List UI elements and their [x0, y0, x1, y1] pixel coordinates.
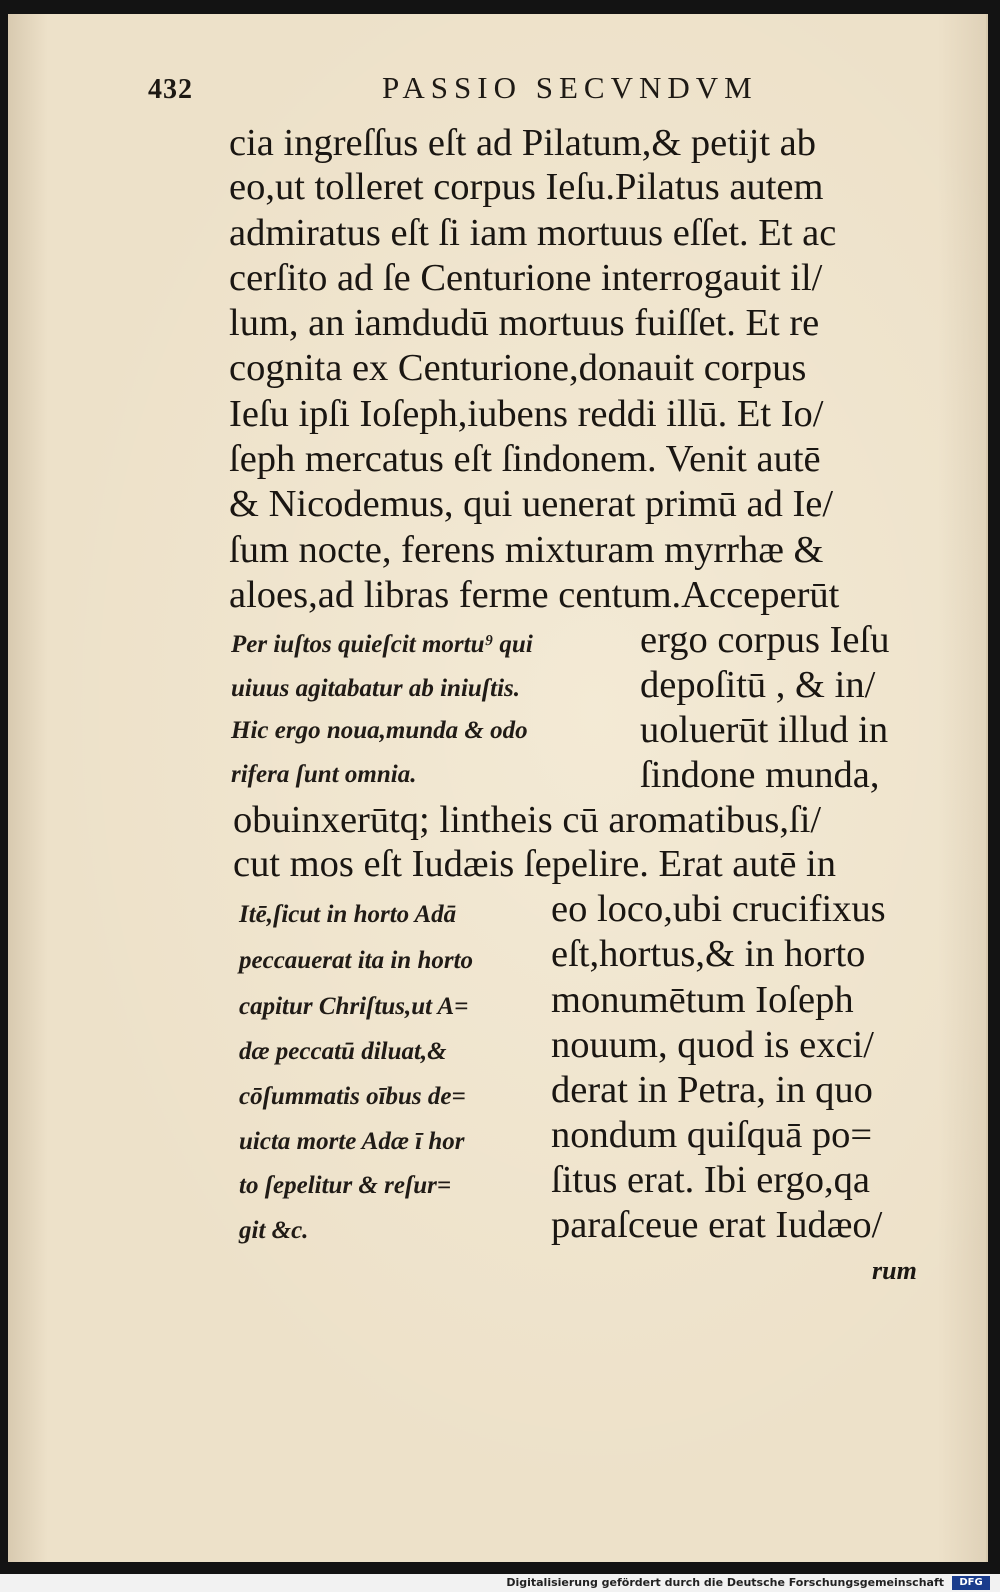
body-line: nouum, quod is exci/: [551, 1024, 874, 1066]
body-line: depoſitū , & in/: [640, 664, 876, 706]
margin-note-line: to ſepelitur & reſur=: [239, 1172, 452, 1199]
body-line: eo,ut tolleret corpus Ieſu.Pilatus autem: [229, 166, 824, 208]
body-line: ſitus erat. Ibi ergo,qa: [551, 1159, 870, 1201]
margin-note-line: rifera ſunt omnia.: [231, 761, 417, 788]
body-line: paraſceue erat Iudæo/: [551, 1204, 883, 1246]
body-line: nondum quiſquā po=: [551, 1114, 873, 1156]
margin-note-line: Hic ergo noua,munda & odo: [231, 717, 528, 744]
body-line: cia ingreſſus eſt ad Pilatum,& petijt ab: [229, 122, 816, 164]
margin-note-line: uicta morte Adæ ī hor: [239, 1128, 465, 1155]
page-number: 432: [148, 74, 193, 105]
margin-note-line: capitur Chriſtus,ut A=: [239, 993, 469, 1020]
body-line: eſt,hortus,& in horto: [551, 933, 866, 975]
dfg-logo: DFG: [952, 1576, 990, 1590]
body-line: Ieſu ipſi Ioſeph,iubens reddi illū. Et Io/: [229, 393, 824, 435]
body-line: derat in Petra, in quo: [551, 1069, 873, 1111]
margin-note-line: cōſummatis oībus de=: [239, 1083, 466, 1110]
margin-note-line: peccauerat ita in horto: [239, 947, 474, 974]
margin-note-line: Per iuſtos quieſcit mortu⁹ qui: [231, 631, 533, 658]
catchword: rum: [872, 1256, 917, 1285]
body-line: cognita ex Centurione,donauit corpus: [229, 347, 807, 389]
body-line: lum, an iamdudū mortuus fuiſſet. Et re: [229, 302, 820, 344]
footer-credit: Digitalisierung gefördert durch die Deutsche Forschungsgemeinschaft: [506, 1576, 944, 1589]
margin-note-line: dæ peccatū diluat,&: [239, 1038, 447, 1065]
body-line: ergo corpus Ieſu: [640, 619, 890, 661]
body-line: cerſito ad ſe Centurione interrogauit il/: [229, 257, 823, 299]
running-head: PASSIO SECVNDVM: [382, 70, 758, 105]
body-line: uoluerūt illud in: [640, 709, 889, 751]
margin-note-line: git &c.: [239, 1217, 309, 1244]
body-line: eo loco,ubi crucifixus: [551, 888, 886, 930]
body-line: cut mos eſt Iudæis ſepelire. Erat autē in: [233, 843, 836, 885]
body-line: obuinxerūtq; lintheis cū aromatibus,ſi/: [233, 799, 822, 841]
body-line: ſindone munda,: [640, 754, 880, 796]
body-line: aloes,ad libras ferme centum.Acceperūt: [229, 574, 840, 616]
margin-note-line: uiuus agitabatur ab iniuſtis.: [231, 675, 521, 702]
margin-note-line: Itē,ſicut in horto Adā: [239, 901, 457, 928]
body-line: & Nicodemus, qui uenerat primū ad Ie/: [229, 483, 834, 525]
body-line: ſeph mercatus eſt ſindonem. Venit autē: [229, 438, 821, 480]
body-line: ſum nocte, ferens mixturam myrrhæ &: [229, 529, 824, 571]
body-line: monumētum Ioſeph: [551, 979, 854, 1021]
body-line: admiratus eſt ſi iam mortuus eſſet. Et ac: [229, 212, 837, 254]
